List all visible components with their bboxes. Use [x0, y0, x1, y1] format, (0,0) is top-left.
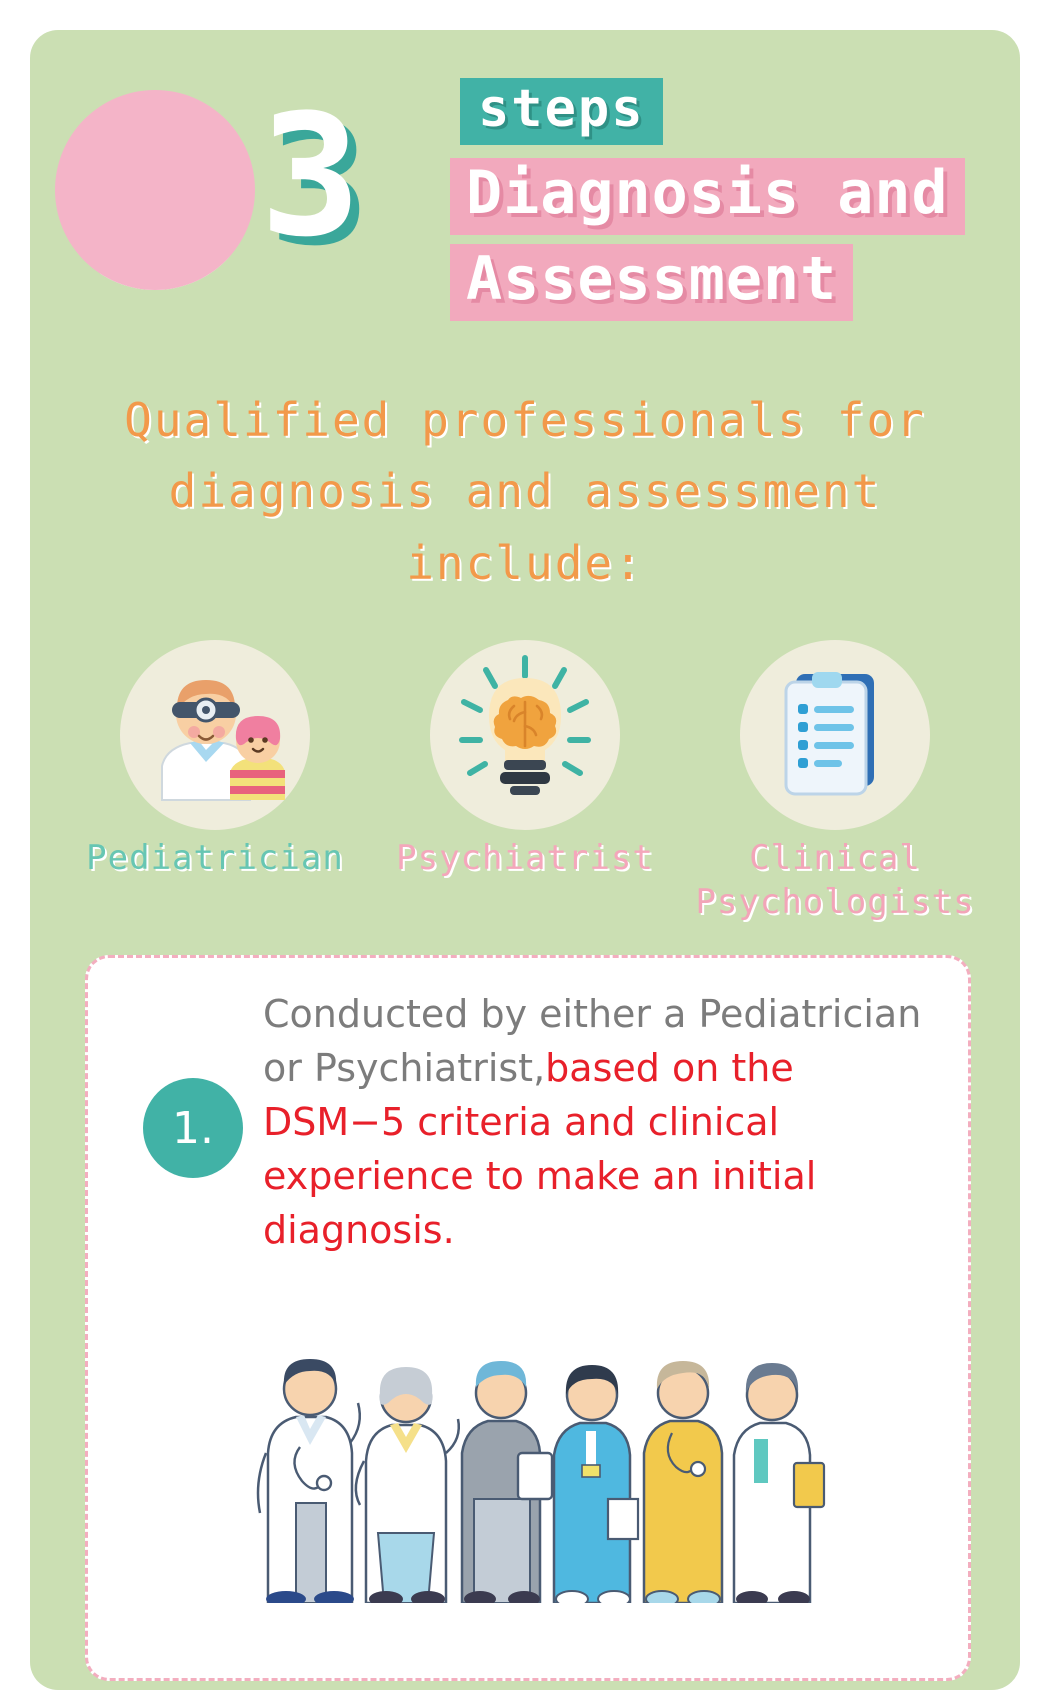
team-figure-3: [462, 1361, 552, 1603]
title-line-2: Assessment: [450, 244, 853, 321]
pediatrician-illustration: [120, 640, 310, 830]
team-figure-2: [356, 1367, 459, 1603]
team-figure-5: [644, 1361, 722, 1603]
step-number-badge: 1.: [143, 1078, 243, 1178]
pediatrician-icon: [120, 640, 310, 830]
team-figure-1: [258, 1359, 360, 1603]
header: [30, 30, 1020, 320]
professional-item-clinical-psychologists: [690, 640, 980, 924]
clipboard-checklist-illustration: [740, 640, 930, 830]
clipboard-checklist-icon: [740, 640, 930, 830]
doctor-with-clipboard-icon: [55, 90, 255, 290]
professional-label-pediatrician: Pediatrician: [86, 838, 344, 878]
step-number-big: 3: [260, 78, 358, 274]
team-figure-6: [734, 1363, 824, 1603]
professional-label-clinical-psychologists: Clinical Psychologists: [695, 838, 975, 923]
step-description: [263, 988, 943, 1258]
steps-word-label: steps: [460, 78, 663, 145]
avatar-circle-background: [55, 90, 255, 290]
step-card: [85, 955, 971, 1681]
title-line-1: Diagnosis and: [450, 158, 965, 235]
subtitle-text: Qualified professionals for diagnosis and assessment include:: [124, 393, 926, 590]
step-description-highlight: based on the DSM−5 criteria and clinical experience to make an initial diagnosis.: [263, 1045, 817, 1252]
main-panel: [30, 30, 1020, 1690]
professionals-row: [70, 640, 980, 924]
brain-lightbulb-icon: [430, 640, 620, 830]
professional-label-psychiatrist: Psychiatrist: [396, 838, 654, 878]
step-description-normal: Conducted by either a Pediatrician or Psychiatrist,: [263, 992, 922, 1090]
team-figure-4: [554, 1365, 638, 1603]
medical-team-figures: [238, 1303, 828, 1603]
brain-lightbulb-illustration: [430, 640, 620, 830]
professional-item-pediatrician: [70, 640, 360, 924]
medical-team-illustration: [238, 1303, 828, 1603]
professional-item-psychiatrist: [380, 640, 670, 924]
